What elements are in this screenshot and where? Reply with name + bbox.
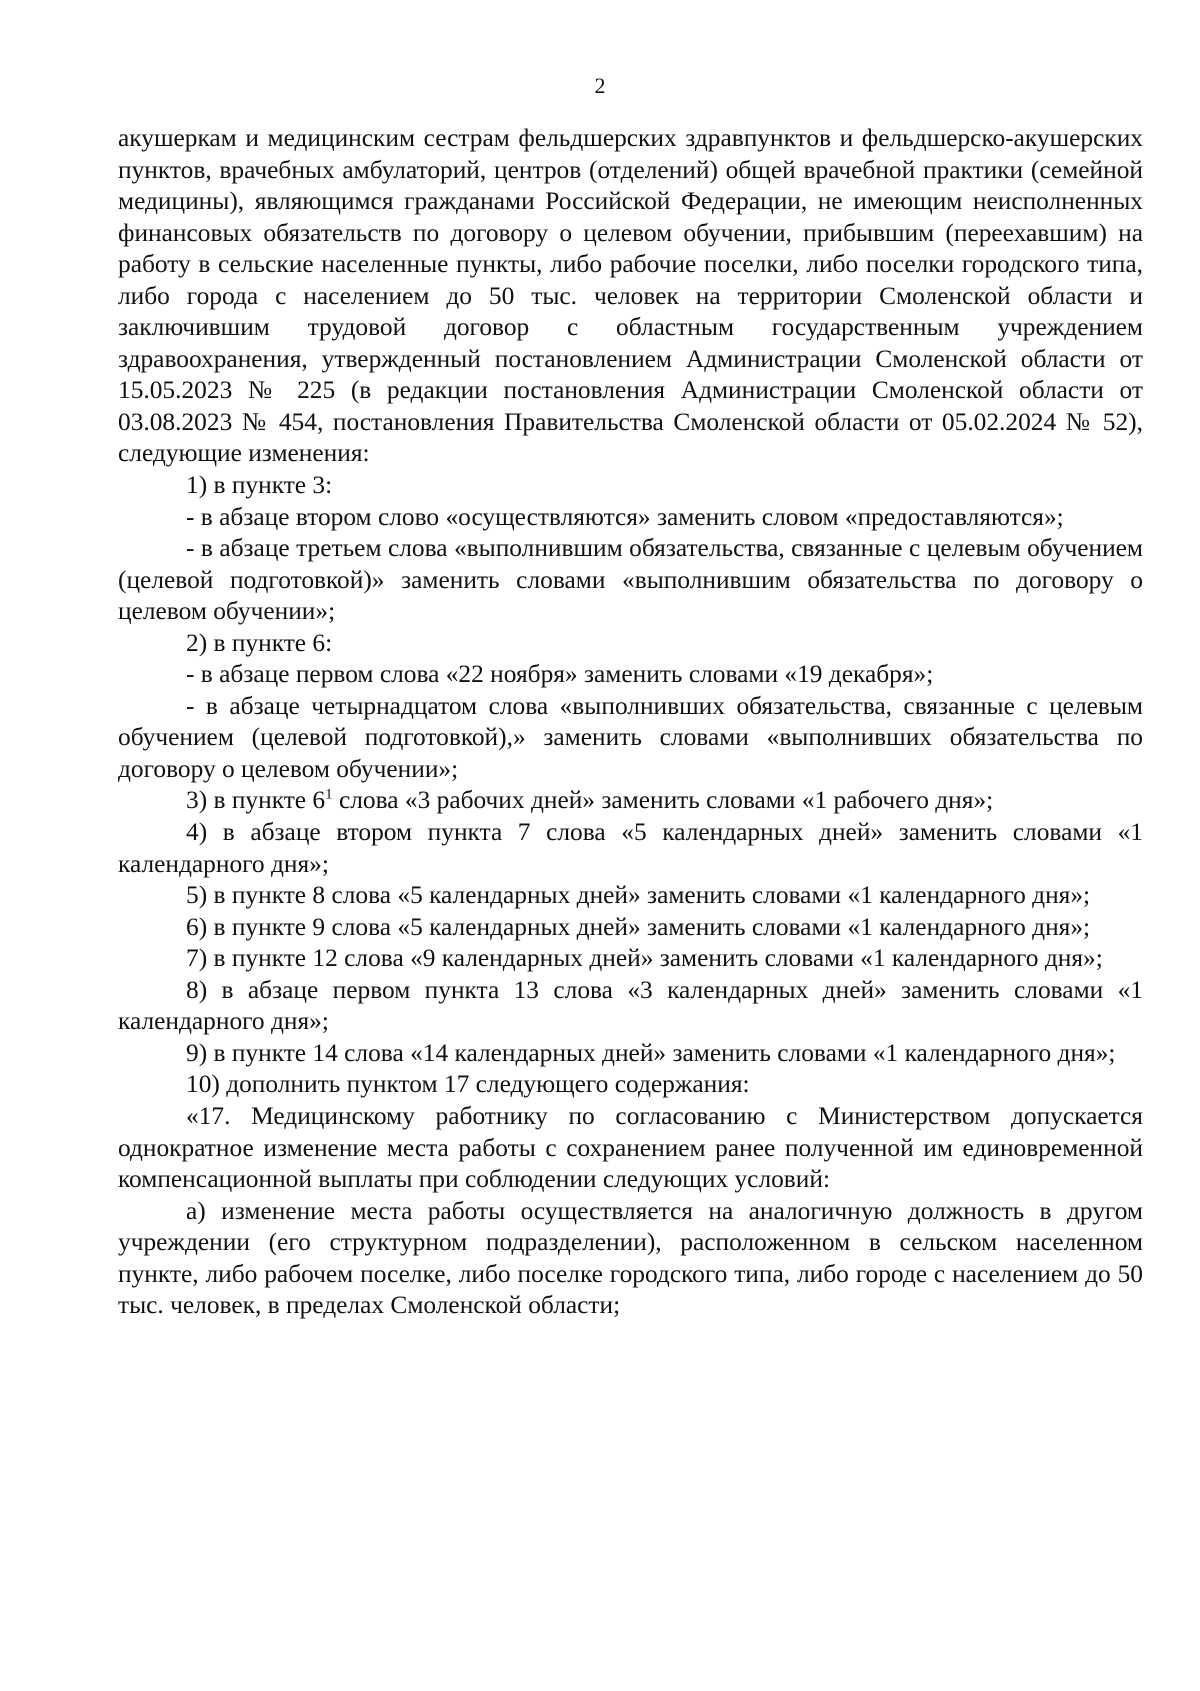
paragraph-item-2-a: - в абзаце первом слова «22 ноября» заменить словами «19 декабря»; bbox=[186, 660, 934, 689]
paragraph-item-1: 1) в пункте 3: bbox=[186, 471, 333, 500]
paragraph-item-2-b: - в абзаце четырнадцатом слова «выполнивших обязательства, связанные с целевым обучением (целевой подготовкой),» заменить словами «выполнивших обязательства по договору о целевом обучении»; bbox=[118, 691, 1143, 783]
paragraph-item-10-p17: «17. Медицинскому работнику по согласованию с Министерством допускается однократное изменение места работы с сохранением ранее полученной им единовременной компенсационной выплаты при соблюдении следующих условий: bbox=[118, 1101, 1143, 1194]
paragraph-item-9: 9) в пункте 14 слова «14 календарных дней» заменить словами «1 календарного дня»; bbox=[186, 1038, 1116, 1067]
paragraph-item-10: 10) дополнить пунктом 17 следующего содержания: bbox=[186, 1070, 750, 1099]
item-3-text-after: слова «3 рабочих дней» заменить словами «1 рабочего дня»; bbox=[332, 786, 994, 815]
paragraph-item-7: 7) в пункте 12 слова «9 календарных дней» заменить словами «1 календарного дня»; bbox=[186, 944, 1103, 973]
paragraph-item-8: 8) в абзаце первом пункта 13 слова «3 календарных дней» заменить словами «1 календарного дня»; bbox=[118, 975, 1143, 1036]
paragraph-item-3 bbox=[118, 785, 1143, 817]
document-body bbox=[118, 123, 1143, 1322]
page-number: 2 bbox=[594, 73, 606, 98]
paragraph-item-2: 2) в пункте 6: bbox=[186, 628, 333, 657]
paragraph-item-5: 5) в пункте 8 слова «5 календарных дней» заменить словами «1 календарного дня»; bbox=[186, 881, 1091, 910]
item-3-superscript: 1 bbox=[325, 787, 333, 804]
paragraph-item-6: 6) в пункте 9 слова «5 календарных дней» заменить словами «1 календарного дня»; bbox=[186, 912, 1091, 941]
paragraph-item-10-p17-a: а) изменение места работы осуществляется на аналогичную должность в другом учреждении (его структурном подразделении), расположенном в сельском населенном пункте, либо рабочем поселке, либо поселке городского типа, либо городе с населением до 50 тыс. человек, в пределах Смоленской области; bbox=[118, 1196, 1143, 1320]
paragraph-item-4: 4) в абзаце втором пункта 7 слова «5 календарных дней» заменить словами «1 календарного дня»; bbox=[118, 818, 1143, 878]
item-3-text-before: 3) в пункте 6 bbox=[186, 786, 326, 815]
paragraph-item-1-b: - в абзаце третьем слова «выполнившим обязательства, связанные с целевым обучением (целевой подготовкой)» заменить словами «выполнившим обязательства по договору о целевом обучении»; bbox=[118, 534, 1143, 626]
paragraph-item-1-a: - в абзаце втором слово «осуществляются» заменить словом «предоставляются»; bbox=[186, 502, 1064, 531]
paragraph-intro: акушеркам и медицинским сестрам фельдшерских здравпунктов и фельдшерско-акушерских пунктов, врачебных амбулаторий, центров (отделений) общей врачебной практики (семейной медицины), являющимся гражданами Российской Федерации, не имеющим неисполненных финансовых обязательств по договору о целевом обучении, прибывшим (переехавшим) на работу в сельские населенные пункты, либо рабочие поселки, либо поселки городского типа, либо города с населением до 50 тыс. человек на территории Смоленской области и заключившим трудовой договор с областным государственным учреждением здравоохранения, утвержденный постановлением Администрации Смоленской области от 15.05.2023 № 225 (в редакции постановления Администрации Смоленской области от 03.08.2023 № 454, постановления Правительства Смоленской области от 05.02.2024 № 52), следующие изменения: bbox=[118, 124, 1143, 468]
